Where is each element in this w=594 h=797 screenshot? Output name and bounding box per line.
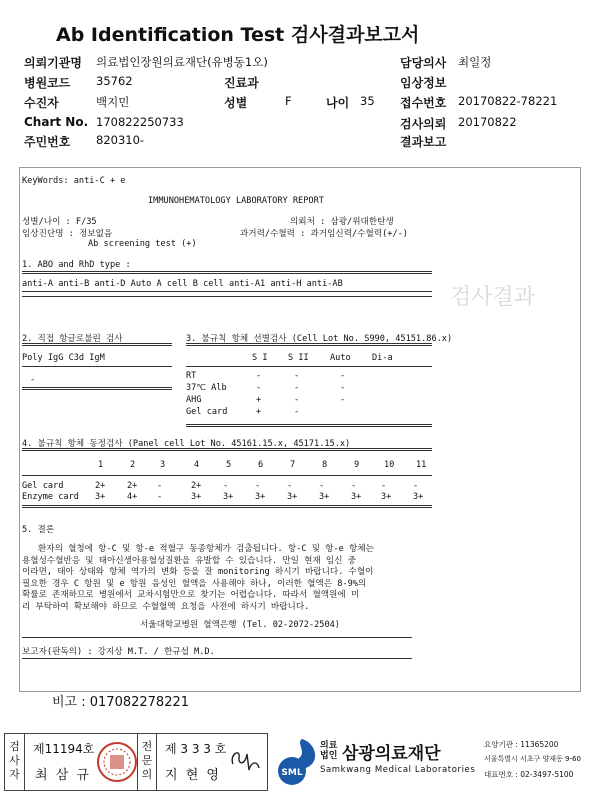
sec3-title: 3. 불규칙 항체 선별검사 (Cell Lot No. S990, 45151.86.x) (186, 334, 453, 344)
sec4-col-header: 8 (322, 460, 328, 470)
rrn-label: 주민번호 (24, 135, 71, 149)
sec4-col-header: 9 (354, 460, 360, 470)
sec2-columns: Poly IgG C3d IgM (22, 353, 105, 363)
patient-label: 수진자 (24, 96, 59, 110)
sec4-col-header: 5 (226, 460, 232, 470)
sec4-cell: 3+ (287, 492, 298, 502)
sec3-row-label: RT (186, 371, 197, 381)
sec2-title: 2. 직접 항글로불린 검사 (22, 334, 123, 344)
sec4-cell: 3+ (223, 492, 234, 502)
sec4-cell: - (381, 481, 387, 491)
sec3-cell: - (294, 371, 300, 381)
sec4-row-label: Enzyme card (22, 492, 79, 502)
divider (22, 271, 432, 274)
sec4-cell: 3+ (319, 492, 330, 502)
divider (22, 343, 172, 346)
sec3-row-label: 37℃ Alb (186, 383, 227, 393)
signature-icon (227, 744, 263, 774)
chart-label: Chart No. (24, 115, 89, 129)
history: 과거력/수혈력 : 과거임신력/수혈력(+/-) (240, 229, 408, 239)
conclusion-line: 확률로 존재하므로 병원에서 교차시험만으로 찾기는 어렵습니다. 따라서 혈액원에 미 (22, 590, 360, 600)
info-line-3: 대표번호 : 02-3497-5100 (484, 770, 574, 779)
sec3-cell: - (340, 371, 346, 381)
conclusion-line: 용혈성수혈반응 및 태아신생아용혈성질환을 유발할 수 있습니다. 만일 현재 임신 중 (22, 555, 356, 566)
sec3-cell: - (256, 371, 262, 381)
screen-result: Ab screening test (+) (88, 239, 197, 249)
conclusion-line: 이라면, 태아 상태와 항체 역가의 변화 등을 잘 monitoring 하시기 바랍니다. 수혈이 (22, 567, 374, 577)
sec3-row-label: Gel card (186, 407, 228, 417)
sec4-col-header: 7 (290, 460, 296, 470)
doctor-label: 담당의사 (400, 56, 447, 70)
sec4-cell: - (413, 481, 419, 491)
dept-label: 진료과 (224, 76, 259, 90)
sec3-cell: - (294, 407, 300, 417)
result-label: 결과보고 (400, 135, 447, 149)
age-label: 나이 (326, 96, 350, 110)
request-date-value: 20170822 (458, 115, 517, 129)
sec4-col-header: 4 (194, 460, 200, 470)
page-title: Ab Identification Test 검사결과보고서 (56, 24, 420, 46)
doctor-value: 최일정 (458, 55, 492, 69)
specialist-label: 전문의 (137, 734, 157, 790)
lab-report (19, 167, 581, 692)
sec4-col-header: 10 (384, 460, 395, 470)
sec4-cell: 3+ (191, 492, 202, 502)
sec4-col-header: 6 (258, 460, 264, 470)
sec4-title: 4. 불규칙 항체 동정검사 (Panel cell Lot No. 45161.15.x, 45171.15.x) (22, 439, 351, 449)
sec3-col-1: S II (288, 353, 309, 363)
sec4-cell: 3+ (381, 492, 392, 502)
tester-name: 최 삼 규 (35, 768, 91, 783)
corp-name: 삼광의료재단 (342, 744, 441, 764)
sec3-cell: - (340, 383, 346, 393)
receipt-value: 20170822-78221 (458, 94, 558, 108)
sec4-cell: - (351, 481, 357, 491)
divider (186, 424, 432, 427)
specialist-no: 제 3 3 3 호 (165, 742, 227, 756)
sex-value: F (285, 94, 292, 108)
sec4-row-label: Gel card (22, 481, 64, 491)
divider (22, 637, 412, 638)
sec4-cell: - (223, 481, 229, 491)
sec4-cell: 3+ (255, 492, 266, 502)
divider (22, 448, 432, 451)
conclusion-line: 환자의 혈청에 항-C 및 항-e 적혈구 동종항체가 검출됩니다. 항-C 및 항-e 항체는 (38, 544, 374, 554)
keywords: KeyWords: anti-C + e (22, 176, 126, 186)
sec1-columns: anti-A anti-B anti-D Auto A cell B cell anti-A1 anti-H anti-AB (22, 279, 343, 289)
sec4-cell: - (157, 492, 163, 502)
divider (22, 505, 432, 508)
divider (22, 475, 432, 476)
corp-small: 의료 법인 (320, 741, 338, 761)
tester-no: 제11194호 (33, 742, 95, 756)
sec3-cell: - (294, 395, 300, 405)
age-value: 35 (360, 94, 375, 108)
sec3-col-0: S I (252, 353, 268, 363)
sec4-cell: 2+ (127, 481, 138, 491)
remark: 비고 : 017082278221 (52, 695, 190, 710)
specialist-name: 지 현 영 (165, 768, 221, 783)
divider (186, 366, 432, 367)
reporter: 보고자(판독의) : 강지상 M.T. / 한규섭 M.D. (22, 647, 215, 657)
sec1-title: 1. ABO and RhD type : (22, 260, 131, 270)
sec4-cell: 2+ (191, 481, 202, 491)
institution-value: 의료법인장원의료재단(유병동1오) (96, 55, 268, 69)
svg-text:SML: SML (281, 768, 303, 778)
hospital-code-value: 35762 (96, 74, 133, 88)
sec4-col-header: 2 (130, 460, 136, 470)
sec3-cell: - (256, 383, 262, 393)
info-line-1: 요양기관 : 11365200 (484, 740, 559, 749)
receipt-label: 접수번호 (400, 96, 447, 110)
conclusion-line: 필요한 경우 C 항원 및 e 항원 음성인 혈액을 사용해야 하나, 이러한 혈액은 8-9%의 (22, 578, 367, 589)
clinical-dx: 임상진단명 : 정보없음 (22, 229, 113, 239)
corp-logo (272, 733, 492, 789)
lab-line: 서울대학교병원 혈액은행 (Tel. 02-2072-2504) (140, 620, 340, 630)
sec4-cell: 4+ (127, 492, 138, 502)
divider (22, 387, 172, 390)
sex-age: 성별/나이 : F/35 (22, 217, 97, 227)
institution-label: 의뢰기관명 (24, 56, 82, 70)
info-line-2: 서울특별시 서초구 양재동 9-60 (484, 755, 581, 763)
ref-hospital: 의뢰처 : 삼광/위대한탄생 (290, 217, 394, 227)
chart-value: 170822250733 (96, 115, 184, 129)
sec4-cell: 2+ (95, 481, 106, 491)
sec5-title: 5. 결론 (22, 525, 55, 535)
seal-icon (95, 740, 139, 784)
sec3-cell: + (256, 407, 262, 417)
sec4-cell: 3+ (413, 492, 424, 502)
tester-label: 검사자 (5, 734, 25, 790)
report-heading: IMMUNOHEMATOLOGY LABORATORY REPORT (148, 196, 324, 206)
faint-watermark: 검사결과 (450, 285, 536, 310)
clinical-label: 임상정보 (400, 76, 447, 90)
sec3-cell: - (340, 395, 346, 405)
sec3-cell: + (256, 395, 262, 405)
sec3-col-3: Di-a (372, 353, 393, 363)
sec4-cell: - (319, 481, 325, 491)
hospital-code-label: 병원코드 (24, 76, 71, 90)
sec3-row-label: AHG (186, 395, 202, 405)
divider (22, 296, 432, 297)
patient-value: 백지민 (96, 95, 130, 109)
sec2-value: - (30, 375, 36, 385)
sec3-col-2: Auto (330, 353, 351, 363)
tester-stamp (4, 733, 268, 791)
sex-label: 성별 (224, 96, 248, 110)
sec3-cell: - (294, 383, 300, 393)
request-date-label: 검사의뢰 (400, 117, 447, 131)
sec4-cell: - (157, 481, 163, 491)
sec4-cell: - (255, 481, 261, 491)
sec4-col-header: 3 (160, 460, 166, 470)
sec4-cell: - (287, 481, 293, 491)
divider (186, 343, 432, 346)
corp-en: Samkwang Medical Laboratories (320, 765, 476, 775)
sml-logo-icon (272, 733, 322, 789)
rrn-value: 820310- (96, 133, 145, 147)
sec4-cell: 3+ (351, 492, 362, 502)
sec4-col-header: 1 (98, 460, 104, 470)
divider (22, 658, 412, 659)
conclusion-line: 리 부탁하여 확보해야 하므로 수혈혈액 요청을 사전에 하시기 바랍니다. (22, 601, 310, 612)
divider (22, 291, 432, 292)
divider (22, 366, 172, 367)
sec4-cell: 3+ (95, 492, 106, 502)
sec4-col-header: 11 (416, 460, 427, 470)
